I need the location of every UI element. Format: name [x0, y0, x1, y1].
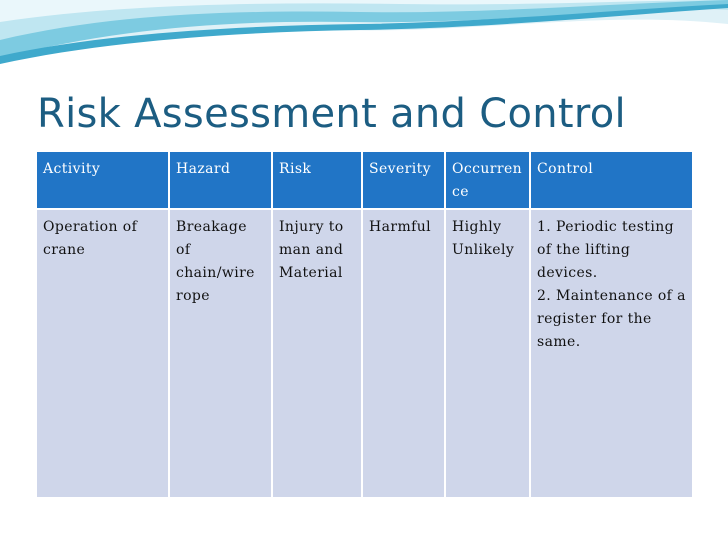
- slide-title: Risk Assessment and Control: [37, 91, 626, 137]
- risk-assessment-table: [35, 150, 694, 499]
- header-occurrence-label: Occurrence: [452, 161, 523, 200]
- header-control: Control: [530, 151, 693, 209]
- control-item: 1. Periodic testing of the lifting devices.: [537, 219, 674, 281]
- header-hazard: Hazard: [169, 151, 272, 209]
- cell-activity: Operation of crane: [36, 209, 169, 498]
- header-severity: Severity: [362, 151, 445, 209]
- cell-severity: Harmful: [362, 209, 445, 498]
- table-header-row: [36, 151, 693, 209]
- cell-occurrence: Highly Unlikely: [445, 209, 530, 498]
- cell-control: [530, 209, 693, 498]
- header-wave-decoration: [0, 0, 728, 95]
- cell-hazard: Breakage of chain/wire rope: [169, 209, 272, 498]
- header-occurrence: [445, 151, 530, 209]
- control-item: 2. Maintenance of a register for the same.: [537, 288, 686, 350]
- header-activity: Activity: [36, 151, 169, 209]
- header-risk: Risk: [272, 151, 362, 209]
- cell-risk: Injury to man and Material: [272, 209, 362, 498]
- table-row: [36, 209, 693, 498]
